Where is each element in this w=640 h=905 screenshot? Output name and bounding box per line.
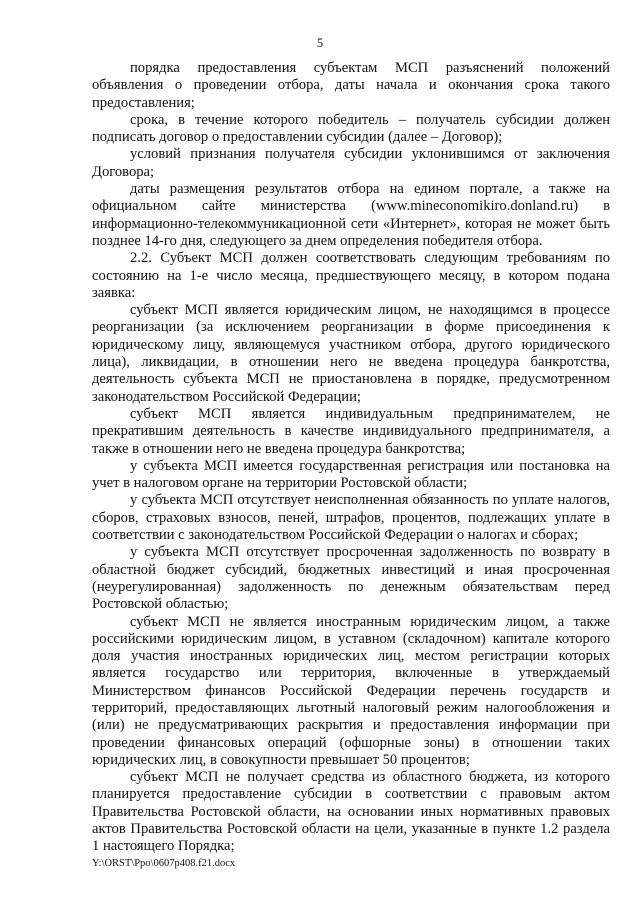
paragraph-3: условий признания получателя субсидии уклонившимся от заключения Договора; <box>92 146 610 180</box>
document-body <box>92 60 610 856</box>
page-number: 5 <box>316 36 324 50</box>
paragraph-11: субъект МСП не является иностранным юридическим лицом, а также российскими юридическим лицом, в уставном (складочном) капитале которого доля участия иностранных юридических лиц, местом регистрации которых является государство или территория, включенные в утверждаемый Министерством финансов Российской Федерации перечень государств и территорий, предоставляющих льготный налоговый режим налогообложения и (или) не предусматривающих раскрытия и предоставления информации при проведении финансовых операций (офшорные зоны) в отношении таких юридических лиц, в совокупности превышает 50 процентов; <box>92 613 610 768</box>
paragraph-6: субъект МСП является юридическим лицом, не находящимся в процессе реорганизации (за исключением реорганизации в форме присоединения к юридическому лицу, являющемуся участником отбора, другого юридического лица), ликвидации, в отношении него не введена процедура банкротства, деятельность субъекта МСП не приостановлена в порядке, предусмотренном законодательством Российской Федерации; <box>92 302 610 405</box>
paragraph-12: субъект МСП не получает средства из областного бюджета, из которого планируется предоставление субсидии в соответствии с правовым актом Правительства Ростовской области, на основании иных нормативных правовых актов Правительства Ростовской области на цели, указанные в пункте 1.2 раздела 1 настоящего Порядка; <box>92 769 610 855</box>
paragraph-10: у субъекта МСП отсутствует просроченная задолженность по возврату в областной бюджет субсидий, бюджетных инвестиций и иная просроченная (неурегулированная) задолженность по денежным обязательствам перед Ростовской областью; <box>92 544 610 613</box>
paragraph-9: у субъекта МСП отсутствует неисполненная обязанность по уплате налогов, сборов, страховых взносов, пеней, штрафов, процентов, подлежащих уплате в соответствии с законодательством Российской Федерации о налогах и сборах; <box>92 492 610 544</box>
paragraph-8: у субъекта МСП имеется государственная регистрация или постановка на учет в налоговом органе на территории Ростовской области; <box>92 457 610 492</box>
paragraph-1: порядка предоставления субъектам МСП разъяснений положений объявления о проведении отбора, даты начала и окончания срока такого предоставления; <box>92 60 610 111</box>
footer-file-path: Y:\ORST\Ppo\0607p408.f21.docx <box>92 858 236 869</box>
paragraph-5: 2.2. Субъект МСП должен соответствовать следующим требованиям по состоянию на 1-е число месяца, предшествующего месяцу, в котором подана заявка: <box>92 250 610 301</box>
paragraph-2: срока, в течение которого победитель – получатель субсидии должен подписать договор о предоставлении субсидии (далее – Договор); <box>92 111 610 146</box>
paragraph-7: субъект МСП является индивидуальным предпринимателем, не прекратившим деятельность в качестве индивидуального предпринимателя, а также в отношении него не введена процедура банкротства; <box>92 405 610 457</box>
paragraph-4: даты размещения результатов отбора на едином портале, а также на официальном сайте министерства (www.mineconomikiro.donland.ru) в информационно-телекоммуникационной сети «Интернет», которая не может быть позднее 14-го дня, следующего за днем определения победителя отбора. <box>92 181 610 249</box>
